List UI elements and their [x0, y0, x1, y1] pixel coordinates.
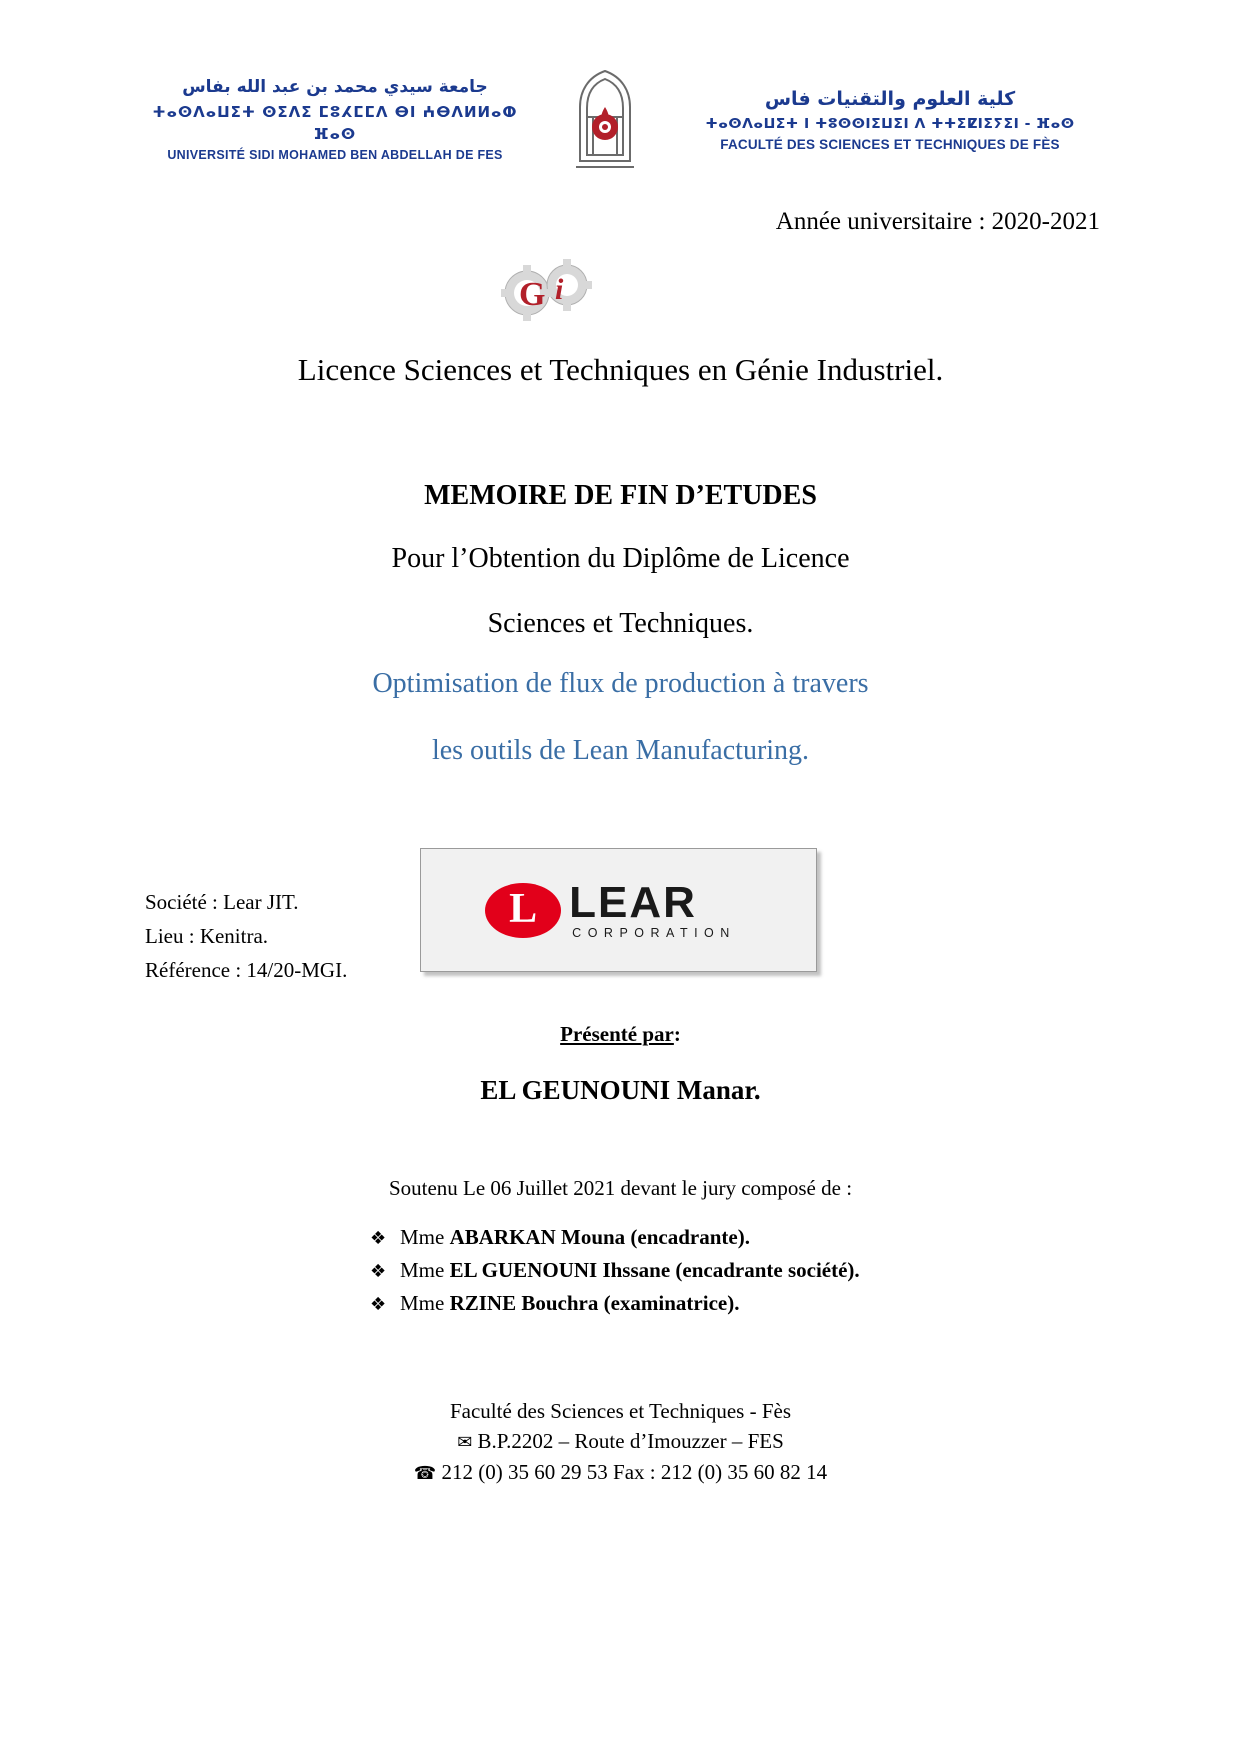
- footer-faculty: Faculté des Sciences et Techniques - Fès: [449, 1399, 792, 1423]
- lear-word: LEAR: [569, 877, 697, 927]
- diamond-bullet-icon: ❖: [370, 1228, 387, 1249]
- jury-member: [400, 1291, 739, 1316]
- diamond-bullet-icon: ❖: [370, 1294, 387, 1315]
- jury-member-title: Mme: [400, 1258, 450, 1282]
- university-identity: [150, 75, 520, 164]
- company-info: [145, 885, 347, 987]
- presented-by-label: [0, 1022, 1241, 1047]
- usmba-crest-icon: [560, 65, 650, 175]
- footer-phone-text: 212 (0) 35 60 29 53 Fax : 212 (0) 35 60 82 14: [441, 1459, 828, 1484]
- jury-member-name: RZINE Bouchra (examinatrice).: [449, 1291, 740, 1315]
- list-item: [370, 1291, 860, 1316]
- presented-by-underlined: Présenté par: [560, 1022, 674, 1046]
- mail-icon: ✉: [457, 1432, 473, 1454]
- academic-year: Année universitaire : 2020-2021: [775, 208, 1100, 235]
- lear-oval-icon: [485, 883, 561, 938]
- lear-logo-icon: [485, 877, 736, 940]
- svg-text:G: G: [519, 276, 546, 313]
- jury-member-title: Mme: [400, 1291, 450, 1315]
- lear-subtitle: CORPORATION: [572, 925, 736, 940]
- purpose-line-1: Pour l’Obtention du Diplôme de Licence: [391, 543, 850, 574]
- footer-phone: [0, 1457, 1241, 1487]
- company-lieu: Lieu : Kenitra.: [145, 924, 269, 949]
- subject-line-2: les outils de Lean Manufacturing.: [431, 735, 810, 766]
- jury-member: [400, 1225, 750, 1250]
- jury-member: [400, 1258, 860, 1283]
- faculty-name-arabic: كلية العلوم والتقنيات فاس: [764, 88, 1016, 111]
- faculty-identity: [690, 85, 1090, 155]
- university-name-french: UNIVERSITÉ SIDI MOHAMED BEN ABDELLAH DE FES: [167, 147, 503, 162]
- jury-member-title: Mme: [400, 1225, 450, 1249]
- jury-member-name: EL GUENOUNI Ihssane (encadrante société).: [449, 1258, 860, 1282]
- list-item: [370, 1258, 860, 1283]
- phone-icon: ☎: [413, 1462, 437, 1484]
- defense-line: Soutenu Le 06 Juillet 2021 devant le jury composé de :: [388, 1176, 853, 1200]
- diamond-bullet-icon: ❖: [370, 1261, 387, 1282]
- subject-line-1: Optimisation de flux de production à travers: [372, 668, 869, 699]
- lear-logo-box: [420, 848, 817, 972]
- company-reference: Référence : 14/20-MGI.: [145, 958, 348, 983]
- presented-by-colon: :: [673, 1022, 681, 1046]
- footer-address: [0, 1426, 1241, 1456]
- document-footer: [0, 1396, 1241, 1487]
- company-societe: Société : Lear JIT.: [145, 890, 299, 914]
- memoire-title: MEMOIRE DE FIN D’ETUDES: [424, 480, 817, 511]
- degree-line: Licence Sciences et Techniques en Génie Industriel.: [297, 352, 944, 387]
- university-name-tifinagh: ⵜⴰⵙⴷⴰⵡⵉⵜ ⵙⵉⴷⵉ ⵎⵓⵃⵎⵎⴷ ⴱⵏ ⵄⴱⴷⵍⵍⴰⵀ ⴼⴰⵙ: [152, 102, 518, 144]
- university-name-arabic: جامعة سيدي محمد بن عبد الله بفاس: [182, 77, 488, 98]
- footer-address-text: B.P.2202 – Route d’Imouzzer – FES: [477, 1429, 784, 1454]
- list-item: [370, 1225, 860, 1250]
- author-name: EL GEUNOUNI Manar.: [480, 1075, 761, 1105]
- jury-list: [370, 1225, 860, 1324]
- document-header: [150, 60, 1090, 180]
- faculty-name-tifinagh: ⵜⴰⵙⴷⴰⵡⵉⵜ ⵏ ⵜⵓⵙⵙⵏⵉⵡⵉⵏ ⴷ ⵜⵜⵉⵇⵏⵉⵢⵉⵏ - ⴼⴰⵙ: [705, 115, 1075, 132]
- faculty-name-french: FACULTÉ DES SCIENCES ET TECHNIQUES DE FÈS: [720, 136, 1060, 152]
- svg-text:i: i: [555, 273, 564, 306]
- genie-industriel-logo-icon: [495, 255, 605, 327]
- jury-member-name: ABARKAN Mouna (encadrante).: [449, 1225, 750, 1249]
- purpose-line-2: Sciences et Techniques.: [487, 608, 754, 639]
- lear-wordmark: [569, 877, 736, 940]
